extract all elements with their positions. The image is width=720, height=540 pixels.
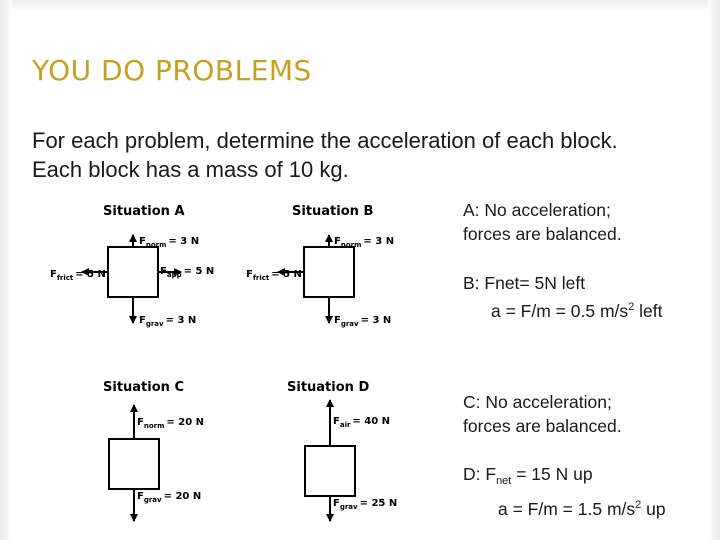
app-label-a: $F_{app} = 5$ N	[160, 266, 215, 279]
situation-a	[50, 204, 214, 328]
situation-c-label: Situation C	[103, 380, 184, 395]
slide-title: YOU DO PROBLEMS	[32, 54, 312, 87]
block-a	[108, 247, 158, 297]
answer-d	[463, 462, 666, 521]
answer-b-direction: left	[634, 301, 663, 321]
situation-d	[287, 380, 397, 521]
answer-d-subscript: net	[496, 475, 512, 487]
intro-line-2: Each block has a mass of 10 kg.	[32, 157, 349, 182]
situation-a-label: Situation A	[103, 204, 185, 219]
slide-top-border	[0, 0, 720, 12]
block-d	[305, 446, 355, 496]
answer-d-line-1	[463, 462, 666, 493]
answer-b-line-2	[463, 295, 662, 323]
answer-a	[463, 198, 622, 246]
free-body-diagrams-svg	[25, 190, 453, 530]
frict-label-a: $F_{frict} = 5$ N	[50, 269, 106, 282]
answer-d-formula: a = F/m = 1.5 m/s	[498, 499, 636, 519]
answer-b-formula: a = F/m = 0.5 m/s	[491, 301, 629, 321]
answer-a-line-2: forces are balanced.	[463, 224, 622, 244]
answer-b	[463, 271, 662, 323]
free-body-diagrams	[25, 190, 453, 530]
slide-right-border	[708, 0, 720, 540]
answer-c-line-1: C: No acceleration;	[463, 392, 612, 412]
situation-c	[103, 380, 204, 521]
air-label-d: $F_{air} = 40$ N	[333, 416, 391, 429]
norm-label-c: $F_{norm} = 20$ N	[137, 417, 205, 430]
answer-d-exponent: 2	[635, 499, 642, 511]
answer-a-line-1: A: No acceleration;	[463, 200, 611, 220]
norm-label-b: $F_{norm} = 3$ N	[334, 236, 395, 249]
answer-d-net-force: = 15 N up	[511, 464, 593, 484]
grav-label-b: $F_{grav} = 3$ N	[334, 315, 392, 328]
block-c	[109, 439, 159, 489]
answer-b-exponent: 2	[628, 301, 635, 313]
grav-label-a: $F_{grav} = 3$ N	[139, 315, 197, 328]
situation-b	[246, 204, 394, 328]
answer-c-line-2: forces are balanced.	[463, 416, 622, 436]
answer-c	[463, 390, 622, 438]
answer-d-direction: up	[641, 499, 666, 519]
answer-d-line-2	[463, 493, 666, 521]
frict-label-b: $F_{frict} = 5$ N	[246, 269, 302, 282]
block-b	[304, 247, 354, 297]
norm-label-a: $F_{norm} = 3$ N	[139, 236, 200, 249]
intro-line-1: For each problem, determine the acceleration of each block.	[32, 128, 618, 153]
problem-intro	[32, 126, 692, 184]
situation-d-label: Situation D	[287, 380, 370, 395]
grav-label-d: $F_{grav} = 25$ N	[333, 498, 398, 511]
grav-label-c: $F_{grav} = 20$ N	[137, 491, 202, 504]
situation-b-label: Situation B	[292, 204, 374, 219]
answer-b-line-1: B: Fnet= 5N left	[463, 273, 586, 293]
answer-d-prefix: D: F	[463, 464, 497, 484]
slide-left-border	[0, 0, 12, 540]
